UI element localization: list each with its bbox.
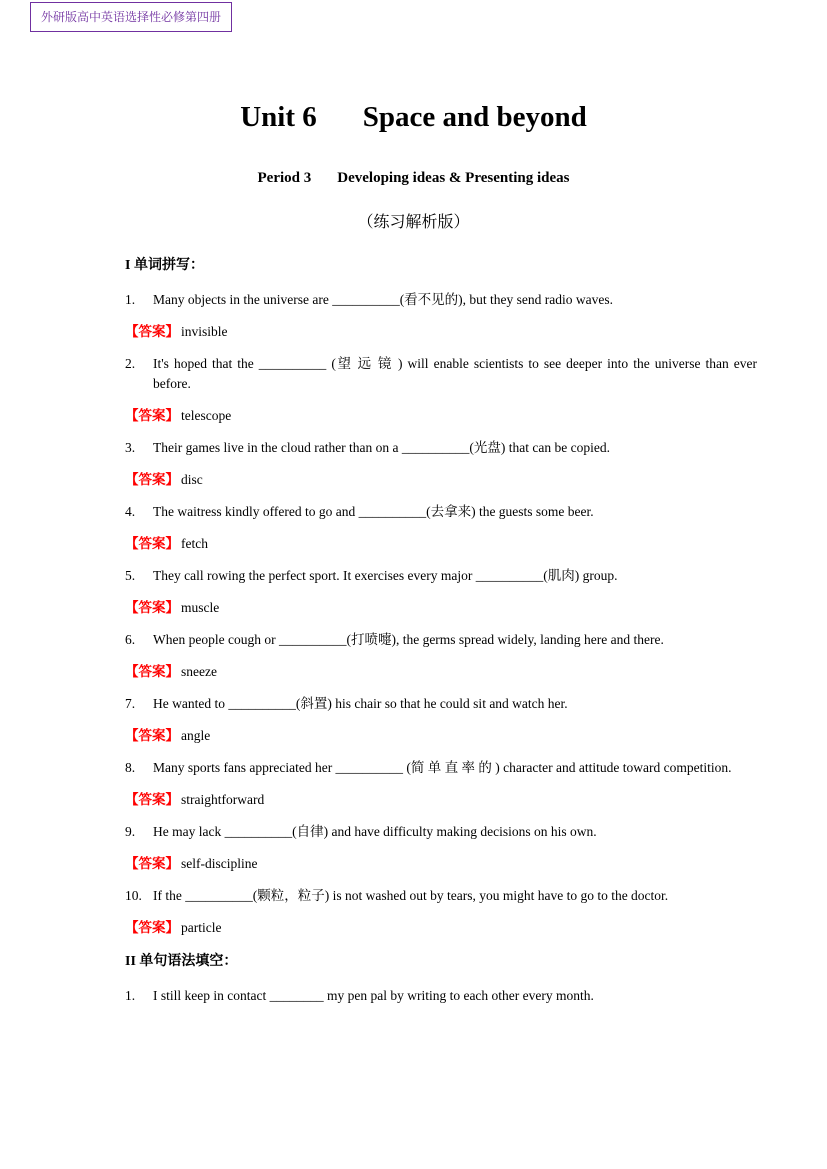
answer-value: self-discipline [181,856,258,871]
answer-label: 【答案】 [125,728,179,743]
section-heading: I 单词拼写： [125,258,204,273]
answer-line [125,598,757,618]
edition-note: （练习解析版） [357,214,470,231]
answer-value: fetch [181,536,208,551]
question-number: 6. [125,632,136,647]
question-number: 7. [125,696,136,711]
answer-line [125,726,757,746]
question-number: 1. [125,292,136,307]
question-item [125,694,757,714]
answer-label: 【答案】 [125,792,179,807]
answer-value: straightforward [181,792,265,807]
answer-label: 【答案】 [125,324,179,339]
question-item [125,822,757,842]
answer-label: 【答案】 [125,600,179,615]
answer-line [125,790,757,810]
subtitle-period: Period 3 [257,170,312,186]
question-item [125,758,757,778]
answer-label: 【答案】 [125,536,179,551]
book-tag [30,2,232,32]
question-number: 10. [125,888,142,903]
question-text: When people cough or __________(打喷嚏), the germs spread widely, landing here and there. [153,632,664,647]
question-text: They call rowing the perfect sport. It exercises every major __________(肌肉) group. [153,568,618,583]
question-item [125,438,757,458]
question-item [125,502,757,522]
question-number: 8. [125,760,136,775]
question-number: 5. [125,568,136,583]
book-tag-text: 外研版高中英语选择性必修第四册 [41,10,222,24]
subtitle-topic: Developing ideas & Presenting ideas [337,170,570,186]
answer-label: 【答案】 [125,472,179,487]
question-number: 9. [125,824,136,839]
answer-line [125,470,757,490]
question-number: 2. [125,356,136,371]
answer-line [125,918,757,938]
section-heading: II 单句语法填空： [125,954,238,969]
worksheet-content [0,256,827,1006]
answer-value: sneeze [181,664,217,679]
answer-line [125,662,757,682]
question-text: He wanted to __________(斜置) his chair so that he could sit and watch her. [153,696,568,711]
answer-value: disc [181,472,203,487]
question-item [125,290,757,310]
question-text: Many objects in the universe are __________(看不见的), but they send radio waves. [153,292,614,307]
question-text: Many sports fans appreciated her __________ (简 单 直 率 的 ) character and attitude toward competition. [153,760,732,775]
question-item [125,354,757,394]
question-number: 4. [125,504,136,519]
answer-line [125,406,757,426]
question-number: 1. [125,988,136,1003]
answer-label: 【答案】 [125,920,179,935]
question-item [125,886,757,906]
title-unit: Unit 6 [240,101,317,133]
answer-line [125,322,757,342]
answer-label: 【答案】 [125,408,179,423]
question-text: I still keep in contact ________ my pen pal by writing to each other every month. [153,988,594,1003]
answer-value: angle [181,728,211,743]
question-text: It's hoped that the __________ (望 远 镜 ) will enable scientists to see deeper into the universe than ever before. [153,356,757,391]
question-text: The waitress kindly offered to go and __________(去拿来) the guests some beer. [153,504,594,519]
page-subtitle [0,168,827,188]
question-text: He may lack __________(自律) and have difficulty making decisions on his own. [153,824,597,839]
answer-line [125,854,757,874]
answer-value: particle [181,920,222,935]
question-item [125,566,757,586]
answer-label: 【答案】 [125,664,179,679]
answer-value: invisible [181,324,228,339]
answer-label: 【答案】 [125,856,179,871]
title-topic: Space and beyond [362,101,587,133]
question-item [125,630,757,650]
answer-value: telescope [181,408,232,423]
question-text: Their games live in the cloud rather than on a __________(光盘) that can be copied. [153,440,610,455]
question-text: If the __________(颗粒，粒子) is not washed out by tears, you might have to go to the doctor. [153,888,669,903]
question-number: 3. [125,440,136,455]
answer-line [125,534,757,554]
question-item [125,986,757,1006]
answer-value: muscle [181,600,220,615]
